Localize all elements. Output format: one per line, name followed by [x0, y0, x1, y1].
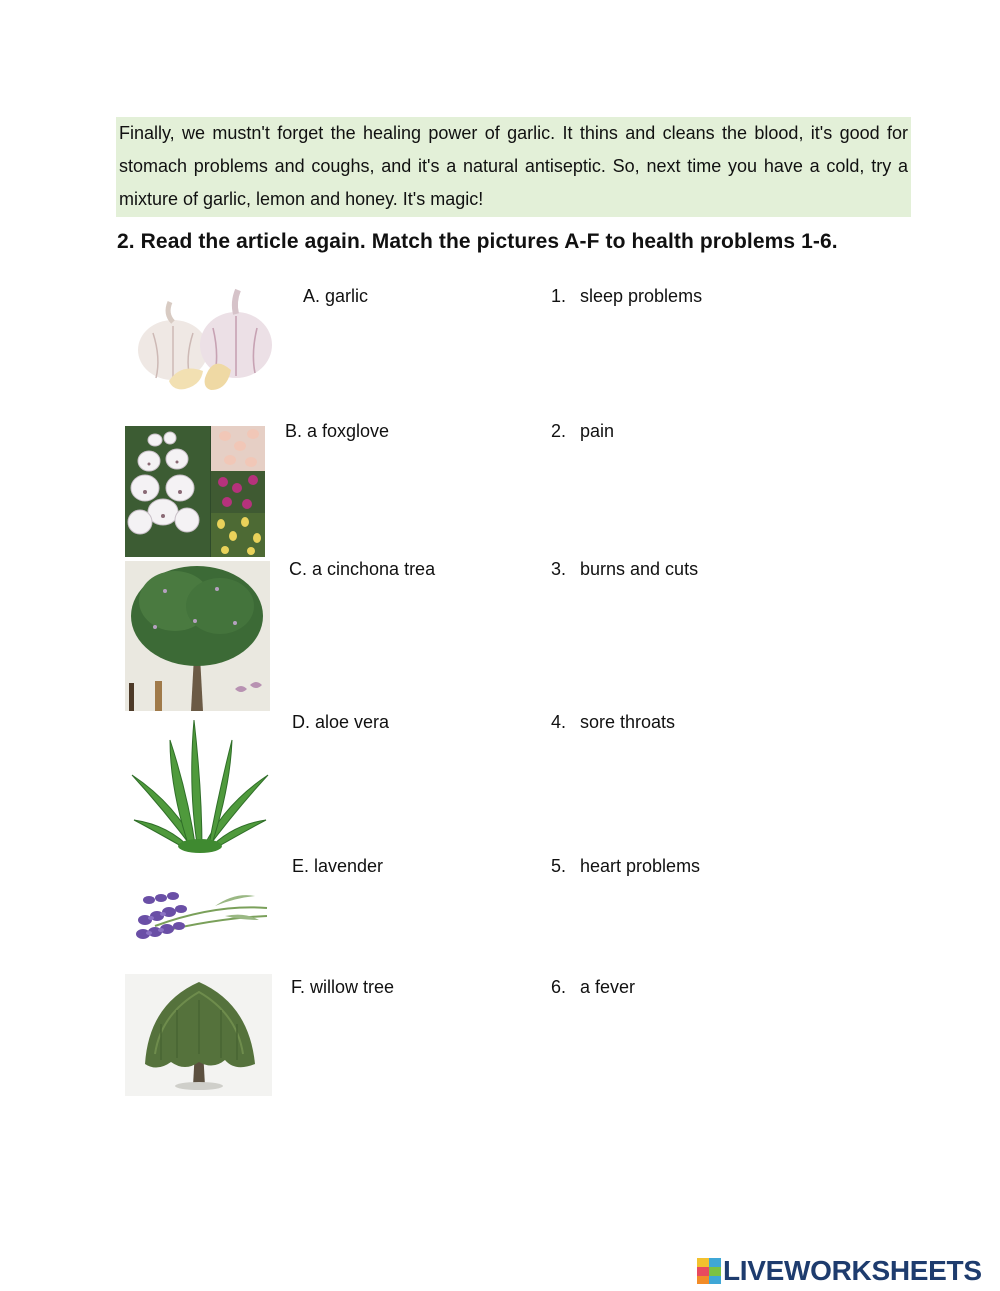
problem-2-number: 2.	[551, 421, 567, 441]
lavender-icon	[135, 876, 270, 946]
item-f-label: F. willow tree	[291, 977, 395, 997]
problem-3-number: 3.	[551, 559, 567, 579]
problem-5	[551, 856, 700, 877]
item-a-label: A. garlic	[303, 286, 369, 306]
problem-2	[551, 421, 614, 442]
problem-1	[551, 286, 702, 307]
task-heading: 2. Read the article again. Match the pictures A-F to health problems 1-6.	[117, 230, 838, 253]
problem-1-number: 1.	[551, 286, 567, 306]
item-c-label: C. a cinchona trea	[289, 559, 436, 579]
cinchona-tree-icon	[125, 561, 270, 711]
problem-6-number: 6.	[551, 977, 567, 997]
problem-4-number: 4.	[551, 712, 567, 732]
liveworksheets-logo[interactable]	[697, 1256, 982, 1286]
item-d-label: D. aloe vera	[292, 712, 390, 732]
problem-5-text: heart problems	[580, 856, 701, 876]
logo-mark-icon	[697, 1258, 721, 1284]
aloe-vera-icon	[130, 712, 270, 854]
logo-mark-cell	[709, 1276, 721, 1284]
foxglove-icon	[125, 426, 265, 557]
article-passage: Finally, we mustn't forget the healing power of garlic. It thins and cleans the blood, it's good for stomach problems and coughs, and it's a natural antiseptic. So, next time you have a cold, try a mixture of garlic, lemon and honey. It's magic!	[116, 117, 911, 217]
willow-tree-icon	[125, 974, 272, 1096]
problem-4	[551, 712, 675, 733]
problem-3-text: burns and cuts	[580, 559, 699, 579]
logo-mark-cell	[697, 1258, 709, 1267]
item-b-label: B. a foxglove	[285, 421, 390, 441]
item-e-label: E. lavender	[292, 856, 384, 876]
problem-6-text: a fever	[580, 977, 636, 997]
logo-mark-cell	[709, 1267, 721, 1276]
problem-3	[551, 559, 698, 580]
logo-mark-cell	[697, 1267, 709, 1276]
problem-6	[551, 977, 635, 998]
garlic-icon	[133, 288, 275, 403]
logo-mark-cell	[697, 1276, 709, 1284]
problem-1-text: sleep problems	[580, 286, 703, 306]
problem-5-number: 5.	[551, 856, 567, 876]
logo-text: LIVEWORKSHEETS	[723, 1255, 982, 1286]
problem-4-text: sore throats	[580, 712, 676, 732]
problem-2-text: pain	[580, 421, 615, 441]
logo-mark-cell	[709, 1258, 721, 1267]
